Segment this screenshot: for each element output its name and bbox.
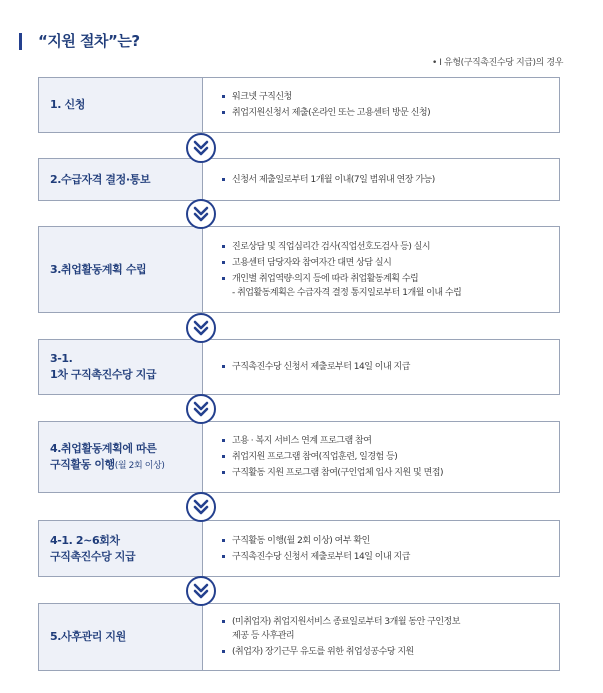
chevron-down-icon [186,313,216,343]
chevron-down-icon [186,492,216,522]
step-5 [38,603,560,671]
chevron-down-icon [186,576,216,606]
list-item: 고용센터 담당자와 참여자간 대면 상담 실시 [222,256,559,270]
step-4-label: 4.취업활동계획에 따른 구직활동 이행(월 2회 이상) [39,422,203,492]
step-4-1-label: 4-1. 2~6회차 구직촉진수당 지급 [39,521,203,576]
list-item: 진로상담 및 직업심리간 검사(직업선호도검사 등) 실시 [222,240,559,254]
step-2-label: 2.수급자격 결정·통보 [39,159,203,200]
step-1-content [203,78,559,132]
step-4-content [203,422,559,492]
step-4-1-content [203,521,559,576]
list-sub-item: - 취업활동계획은 수급자격 결정 통지일로부터 1개월 이내 수립 [232,287,462,298]
chevron-down-icon [186,199,216,229]
step-4 [38,421,560,493]
step-2-content [203,159,559,200]
list-item: 취업지원 프로그램 참여(직업훈련, 일경험 등) [222,450,559,464]
step-3-label: 3.취업활동계획 수립 [39,227,203,312]
list-item: 구직활동 이행(월 2회 이상) 여부 확인 [222,534,559,548]
step-3-1-content [203,340,559,394]
list-item: 구직촉진수당 신청서 제출로부터 14일 이내 지급 [222,360,559,374]
list-item: 취업지원신청서 제출(온라인 또는 고용센터 방문 신청) [222,106,559,120]
step-2 [38,158,560,201]
list-item: 개인별 취업역량·의지 등에 따라 취업활동계획 수립 [222,272,559,286]
step-3 [38,226,560,313]
list-item: (취업자) 장기근무 유도를 위한 취업성공수당 지원 [222,645,469,659]
list-item: 고용 · 복지 서비스 연계 프로그램 참여 [222,434,559,448]
step-3-1-label: 3-1. 1차 구직촉진수당 지급 [39,340,203,394]
step-4-1 [38,520,560,577]
chevron-down-icon [186,133,216,163]
step-3-1 [38,339,560,395]
page-title: “지원 절차”는? [38,32,140,50]
step-1 [38,77,560,133]
list-item: (미취업자) 취업지원서비스 종료일로부터 3개월 동안 구인정보 제공 등 사후관리 [222,615,469,643]
list-item: 워크넷 구직신청 [222,90,559,104]
step-5-content [203,604,559,670]
step-3-content [203,227,559,312]
list-item: 신청서 제출일로부터 1개월 이내(7일 범위내 연장 가능) [222,173,559,187]
chevron-down-icon [186,394,216,424]
step-5-label: 5.사후관리 지원 [39,604,203,670]
type-note: • Ⅰ 유형(구직촉진수당 지급)의 경우 [431,58,563,68]
list-item: 구직활동 지원 프로그램 참여(구인업체 입사 지원 및 면접) [222,466,559,480]
list-item: 구직촉진수당 신청서 제출로부터 14일 이내 지급 [222,550,559,564]
title-accent-bar [19,33,22,50]
step-1-label: 1. 신청 [39,78,203,132]
